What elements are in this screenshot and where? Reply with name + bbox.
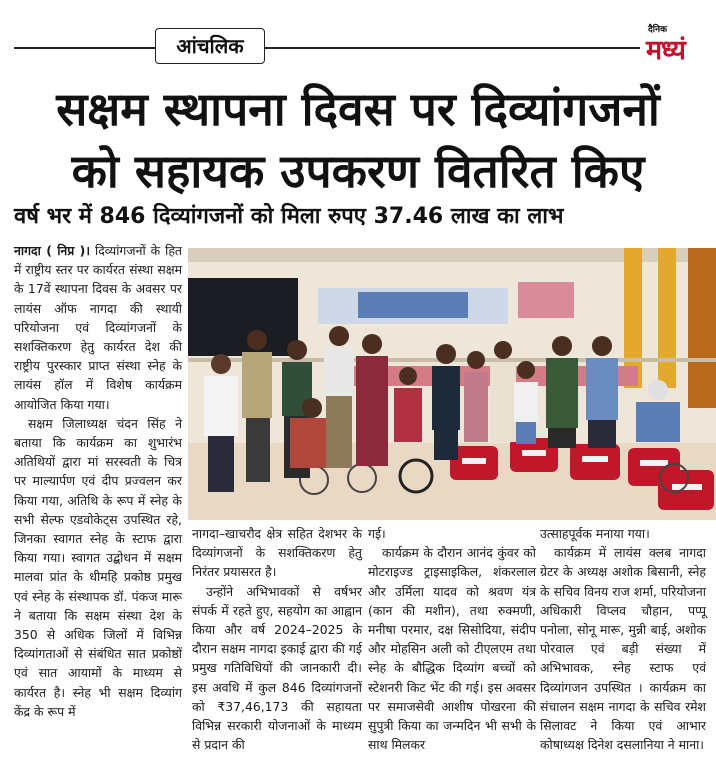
logo-main-text: मध्यं [646,35,685,66]
article-paragraph: कार्यक्रम के दौरान आनंद कुंवर को मोटराइज्ड ट्राइसाइकिल, शंकरलाल और उर्मिला यादव को श्रवण यंत्र (कान की मशीन), तथा रुक्मणी, मनीषा परमार, दक्ष सिसोदिया, संदीप और मोहसिन अली को टीएलएम तथा स्नेह के बौद्धिक दिव्यांग बच्चों को स्टेशनरी किट भेंट की गई। इस अवसर पर समाजसेवी आशीष पोखरना की सुपुत्री किया का जन्मदिन भी सभी के साथ मिलकर [368,545,536,753]
article-paragraph: कार्यक्रम में लायंस क्लब नागदा ग्रेटर के अध्यक्ष अशोक बिसानी, स्नेह के सचिव विनय राज शर्मा, परियोजना अधिकारी विप्लव चौहान, पप्पू पनोला, सोनू मारू, मुन्नी बाई, अशोक पोरवाल एवं बड़ी संख्या में अभिभावक, स्नेह स्टाफ एवं दिव्यांगजन उपस्थित । कार्यक्रम का संचालन सक्षम नागदा के सचिव रमेश सिलावट ने किया एवं आभार कोषाध्यक्ष दिनेश दसलानिया ने माना। [540,545,706,753]
section-label: आंचलिक [155,28,265,64]
section-rule [14,47,716,49]
subheadline: वर्ष भर में 846 दिव्यांगजनों को मिला रुपए 37.46 लाख का लाभ [14,204,564,229]
headline-line-2: को सहायक उपकरण वितरित किए [71,144,645,198]
article-paragraph: सक्षम जिलाध्यक्ष चंदन सिंह ने बताया कि कार्यक्रम का शुभारंभ अतिथियों द्वारा मां सरस्वती के चित्र पर माल्यार्पण एवं दीप प्रज्वलन कर किया गया, अतिथि के रूप में स्नेह के सभी सेल्फ एडवोकेट्स उपस्थित रहे, जिनका स्वागत स्नेह के स्टाफ द्वारा किया गया। स्वागत उद्बोधन में सक्षम मालवा प्रांत के धीमहि प्रकोष्ठ प्रमुख एवं स्नेह के संस्थापक डॉ. पंकज मारू ने बताया कि सक्षम संस्था देश के 350 से अधिक जिलों में विभिन्न दिव्यांगताओं से संबंधित सात प्रकोष्ठों एवं सात आयामों के माध्यम से कार्यरत है। स्नेह भी सक्षम दिव्यांग केंद्र के रूप में [14,415,182,719]
article-paragraph [14,241,182,414]
newspaper-logo [640,22,716,66]
article-column-2 [192,524,362,754]
section-header [0,26,716,66]
headline-line-1: सक्षम स्थापना दिवस पर दिव्यांगजनों [56,82,660,136]
article-column-4 [540,524,706,754]
paragraph-text: दिव्यांगजनों के हित में राष्ट्रीय स्तर पर कार्यरत संस्था सक्षम के 17वें स्थापना दिवस के अवसर पर लायंस ऑफ नागदा की स्थायी परियोजना एवं दिव्यांगजनों के सशक्तिकरण हेतु कार्यरत देश की राष्ट्रीय पुरस्कार प्राप्त संस्था स्नेह के लायंस हॉल में विशेष कार्यक्रम आयोजित किया गया। [14,243,182,412]
article-paragraph: उत्साहपूर्वक मनाया गया। [540,526,650,541]
event-photo [188,248,716,520]
logo-small-text: दैनिक [648,25,668,35]
article-paragraph: नागदा–खाचरौद क्षेत्र सहित देशभर के दिव्यांगजनों के सशक्तिकरण हेतु निरंतर प्रयासरत है। [192,526,362,580]
article-column-3 [368,524,536,754]
dateline: नागदा ( निप्र )। [14,243,91,258]
article-paragraph: उन्होंने अभिभावकों से वर्षभर संपर्क में रहते हुए, सहयोग का आह्वान किया और वर्ष 2024–2025 के दौरान सक्षम नागदा इकाई द्वारा की गई प्रमुख गतिविधियों की जानकारी दी। इस अवधि में कुल 846 दिव्यांगजनों को ₹37,46,173 की सहायता विभिन्न सरकारी योजनाओं के माध्यम से प्रदान की [192,583,362,753]
article-column-1 [14,241,182,721]
article-paragraph: गई। [368,526,386,541]
